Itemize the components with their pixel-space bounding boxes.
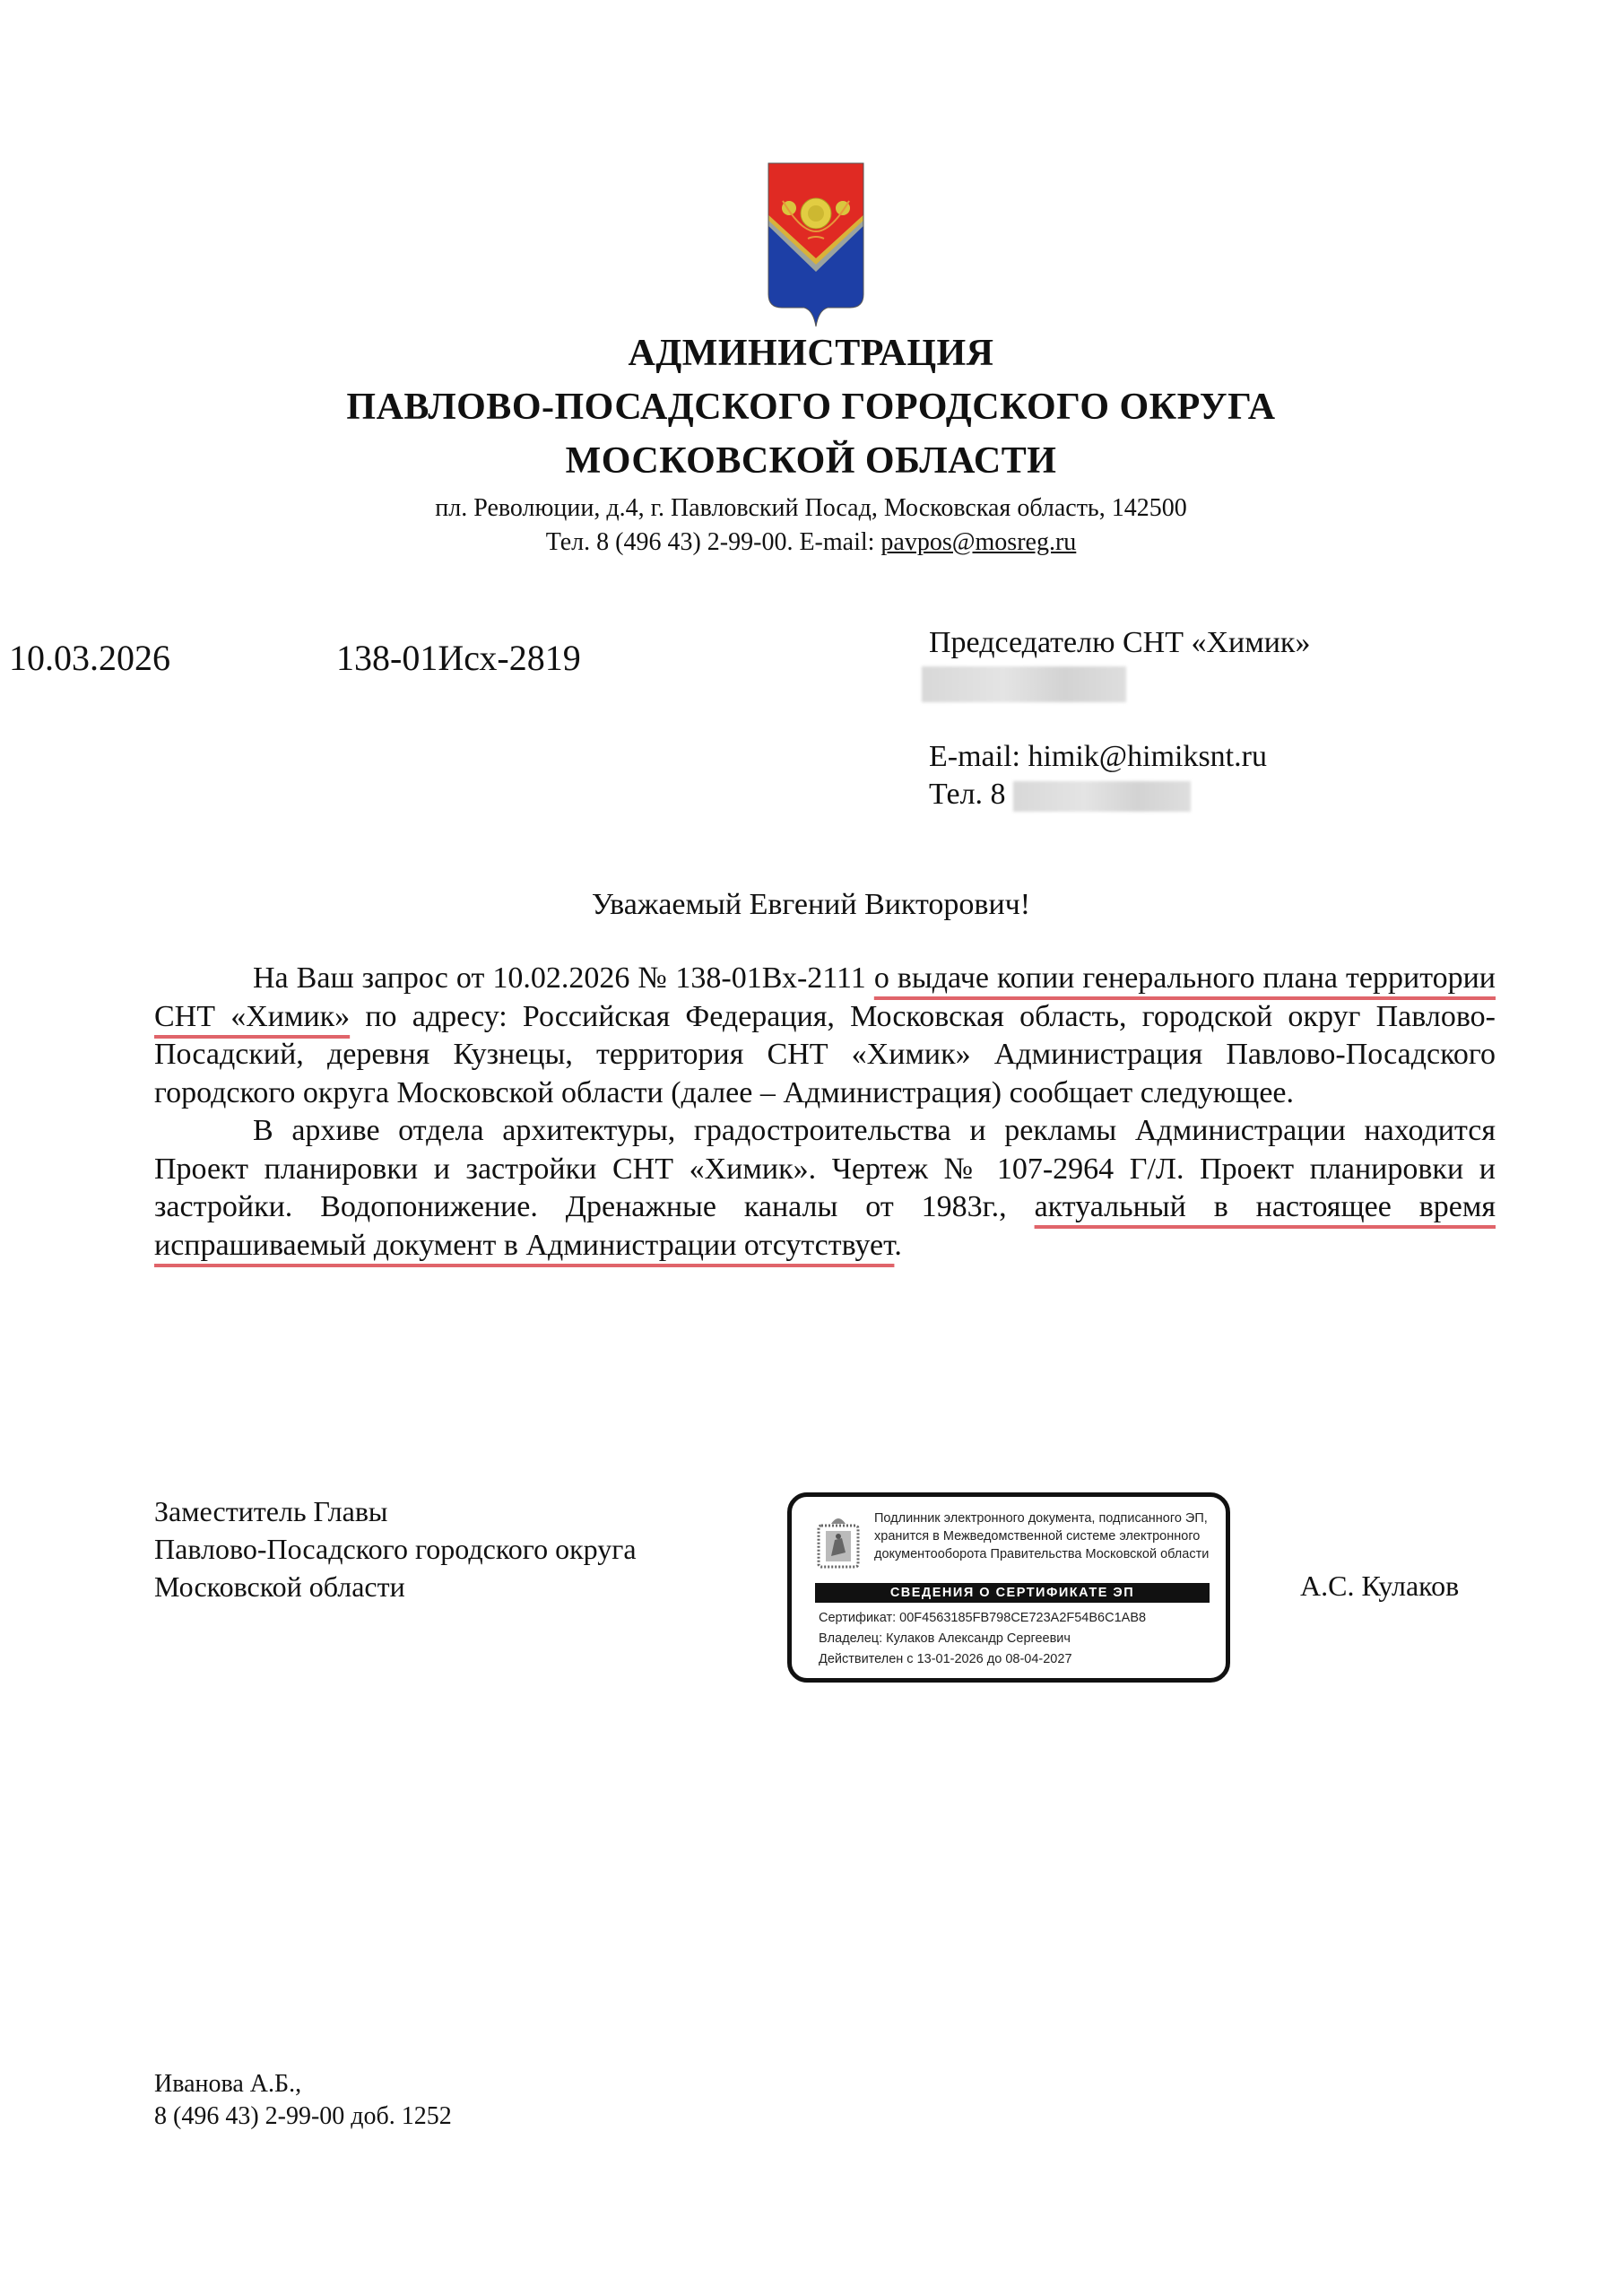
paragraph-2: В архиве отдела архитектуры, градостроительства и рекламы Администрации находится Проект планировки и застройки СНТ «Химик». Чертеж № 107-2964 Г/Л. Проект планировки и застройки. Водопонижение. Дренажные каналы от 1983г., актуальный в настоящее время испрашиваемый документ в Администрации отсутствует. <box>154 1114 1496 1262</box>
executor-name: Иванова А.Б., <box>154 2070 302 2098</box>
certificate-id: Сертификат: 00F4563185FB798CE723A2F54B6C1AB8 <box>819 1611 1147 1625</box>
signatory-name: А.С. Кулаков <box>1300 1570 1460 1602</box>
signatory-title: Заместитель Главы Павлово-Посадского городского округа Московской области <box>154 1495 637 1603</box>
letter-body <box>154 960 1496 1265</box>
recipient-block <box>929 624 1310 813</box>
recipient-email: E-mail: himik@himiksnt.ru <box>929 740 1267 774</box>
certificate-owner: Владелец: Кулаков Александр Сергеевич <box>819 1631 1071 1646</box>
org-email-link[interactable]: pavpos@mosreg.ru <box>880 528 1077 556</box>
org-contacts <box>0 526 1622 560</box>
highlighted-phrase-1: о выдаче копии генерального плана территории СНТ «Химик» <box>154 961 1496 1033</box>
outgoing-date: 10.03.2026 <box>9 638 170 678</box>
org-title-line-1: АДМИНИСТРАЦИЯ <box>628 333 994 374</box>
stamp-notice: Подлинник электронного документа, подписанного ЭП, хранится в Межведомственной системе электронного документооборота Правительства Московской области <box>874 1511 1210 1561</box>
org-address: пл. Революции, д.4, г. Павловский Посад, Московская область, 142500 <box>435 494 1187 522</box>
executor-phone: 8 (496 43) 2-99-00 доб. 1252 <box>154 2102 452 2130</box>
recipient-position: Председателю СНТ «Химик» <box>929 626 1311 659</box>
org-title-line-3: МОСКОВСКОЙ ОБЛАСТИ <box>565 440 1057 482</box>
org-title-line-2: ПАВЛОВО-ПОСАДСКОГО ГОРОДСКОГО ОКРУГА <box>346 387 1276 428</box>
outgoing-number: 138-01Исх-2819 <box>336 638 581 678</box>
greeting: Уважаемый Евгений Викторович! <box>591 888 1031 921</box>
e-signature-stamp <box>787 1492 1230 1683</box>
paragraph-1: На Ваш запрос от 10.02.2026 № 138-01Вх-2111 о выдаче копии генерального плана территории СНТ «Химик» по адресу: Российская Федерация, Московская область, городской округ Павлово-Посадский, деревня Кузнецы, территория СНТ «Химик» Администрация Павлово-Посадского городского округа Московской области (далее – Администрация) сообщает следующее. <box>154 961 1496 1109</box>
recipient-name-redacted <box>929 664 1310 702</box>
stamp-certificate-info <box>819 1608 1146 1670</box>
certificate-validity: Действителен с 13-01-2026 до 08-04-2027 <box>819 1652 1072 1666</box>
recipient-phone: Тел. 8 <box>929 776 1310 813</box>
stamp-header: СВЕДЕНИЯ О СЕРТИФИКАТЕ ЭП <box>815 1583 1210 1603</box>
coat-of-arms-icon <box>765 160 867 328</box>
moscow-region-crest-icon <box>815 1513 862 1570</box>
highlighted-phrase-2: актуальный в настоящее время испрашиваемый документ в Администрации отсутствует <box>154 1190 1496 1262</box>
org-phone: Тел. 8 (496 43) 2-99-00. E-mail: <box>545 528 881 556</box>
recipient-phone-redacted <box>1013 781 1191 812</box>
executor-block <box>154 2068 452 2133</box>
